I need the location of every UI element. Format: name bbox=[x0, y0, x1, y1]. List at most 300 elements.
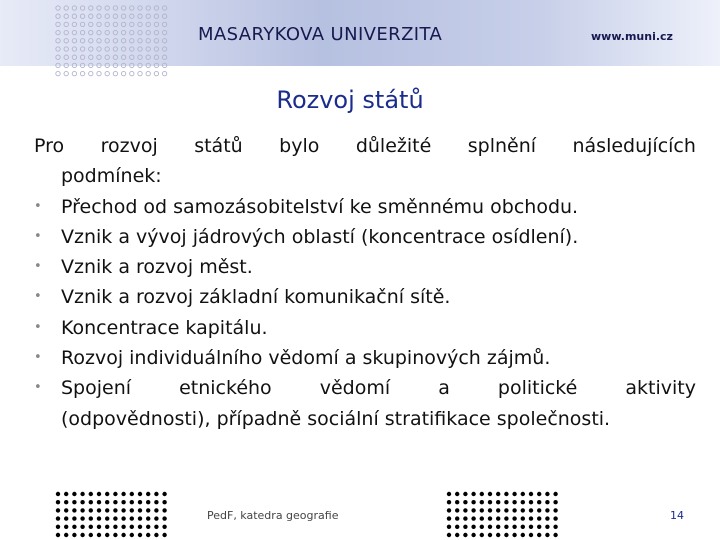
decorative-dot bbox=[72, 6, 76, 10]
decorative-dot bbox=[138, 63, 142, 67]
decorative-dot bbox=[80, 500, 84, 504]
decorative-dot bbox=[146, 508, 150, 512]
decorative-dot bbox=[529, 533, 533, 537]
decorative-dot bbox=[512, 533, 516, 537]
decorative-dot bbox=[146, 6, 150, 10]
decorative-dot bbox=[64, 71, 68, 75]
decorative-dot bbox=[56, 14, 60, 18]
decorative-dot bbox=[146, 14, 150, 18]
decorative-dot bbox=[72, 492, 76, 496]
decorative-dot bbox=[56, 71, 60, 75]
decorative-dot bbox=[89, 55, 93, 59]
decorative-dot bbox=[121, 30, 125, 34]
decorative-dot bbox=[146, 47, 150, 51]
decorative-dot bbox=[463, 525, 467, 529]
decorative-dot bbox=[496, 508, 500, 512]
decorative-dot bbox=[146, 492, 150, 496]
decorative-dot bbox=[455, 500, 459, 504]
decorative-dot bbox=[496, 516, 500, 520]
decorative-dot bbox=[113, 508, 117, 512]
decorative-dot bbox=[504, 516, 508, 520]
decorative-dot bbox=[105, 63, 109, 67]
bullet-word: a bbox=[438, 377, 450, 400]
decorative-dot bbox=[56, 492, 60, 496]
footer-department: PedF, katedra geografie bbox=[207, 509, 339, 522]
decorative-dot bbox=[496, 533, 500, 537]
decorative-dot bbox=[496, 525, 500, 529]
decorative-dot bbox=[89, 500, 93, 504]
decorative-dot bbox=[56, 30, 60, 34]
decorative-dot bbox=[113, 39, 117, 43]
decorative-dot bbox=[512, 500, 516, 504]
decorative-dot bbox=[154, 30, 158, 34]
decorative-dot bbox=[97, 39, 101, 43]
decorative-dot bbox=[521, 525, 525, 529]
decorative-dot bbox=[545, 508, 549, 512]
decorative-dot bbox=[56, 516, 60, 520]
decorative-dot bbox=[121, 55, 125, 59]
decorative-dot bbox=[56, 525, 60, 529]
decorative-dot bbox=[80, 14, 84, 18]
decorative-dot bbox=[146, 500, 150, 504]
decorative-dot bbox=[64, 6, 68, 10]
decorative-dot bbox=[113, 47, 117, 51]
decorative-dot bbox=[72, 55, 76, 59]
decorative-dot bbox=[529, 500, 533, 504]
decorative-dot bbox=[154, 63, 158, 67]
decorative-dot bbox=[162, 14, 166, 18]
decorative-dot bbox=[105, 47, 109, 51]
decorative-dot bbox=[56, 55, 60, 59]
decorative-dot bbox=[80, 533, 84, 537]
bullet-text: Rozvoj individuálního vědomí a skupinových zájmů. bbox=[61, 347, 551, 370]
decorative-dot bbox=[455, 492, 459, 496]
bullet-text: Vznik a vývoj jádrových oblastí (koncentrace osídlení). bbox=[61, 225, 579, 248]
decorative-dot bbox=[154, 22, 158, 26]
decorative-dot bbox=[105, 516, 109, 520]
footer-dot-pattern-right bbox=[445, 490, 563, 540]
decorative-dot bbox=[72, 508, 76, 512]
decorative-dot bbox=[488, 500, 492, 504]
decorative-dot bbox=[138, 516, 142, 520]
decorative-dot bbox=[130, 39, 134, 43]
decorative-dot bbox=[121, 533, 125, 537]
decorative-dot bbox=[162, 71, 166, 75]
decorative-dot bbox=[471, 500, 475, 504]
decorative-dot bbox=[113, 22, 117, 26]
bullet-item bbox=[34, 313, 696, 343]
decorative-dot bbox=[471, 516, 475, 520]
decorative-dot bbox=[97, 30, 101, 34]
decorative-dot bbox=[130, 525, 134, 529]
decorative-dot bbox=[455, 516, 459, 520]
decorative-dot bbox=[56, 6, 60, 10]
decorative-dot bbox=[64, 47, 68, 51]
decorative-dot bbox=[97, 533, 101, 537]
decorative-dot bbox=[504, 533, 508, 537]
decorative-dot bbox=[154, 508, 158, 512]
decorative-dot bbox=[471, 492, 475, 496]
decorative-dot bbox=[89, 516, 93, 520]
decorative-dot bbox=[130, 22, 134, 26]
decorative-dot bbox=[447, 533, 451, 537]
decorative-dot bbox=[480, 500, 484, 504]
decorative-dot bbox=[64, 14, 68, 18]
decorative-dot bbox=[105, 500, 109, 504]
decorative-dot bbox=[121, 47, 125, 51]
decorative-dot bbox=[496, 500, 500, 504]
decorative-dot bbox=[97, 22, 101, 26]
header-dot-pattern bbox=[54, 4, 172, 78]
decorative-dot bbox=[138, 39, 142, 43]
decorative-dot bbox=[64, 508, 68, 512]
decorative-dot bbox=[97, 500, 101, 504]
page-number: 14 bbox=[670, 509, 684, 522]
decorative-dot bbox=[537, 508, 541, 512]
decorative-dot bbox=[89, 533, 93, 537]
decorative-dot bbox=[80, 6, 84, 10]
decorative-dot bbox=[138, 6, 142, 10]
decorative-dot bbox=[545, 533, 549, 537]
decorative-dot bbox=[162, 47, 166, 51]
decorative-dot bbox=[512, 525, 516, 529]
decorative-dot bbox=[162, 55, 166, 59]
decorative-dot bbox=[463, 533, 467, 537]
decorative-dot bbox=[488, 525, 492, 529]
decorative-dot bbox=[521, 516, 525, 520]
decorative-dot bbox=[89, 492, 93, 496]
decorative-dot bbox=[105, 492, 109, 496]
decorative-dot bbox=[72, 63, 76, 67]
decorative-dot bbox=[529, 516, 533, 520]
decorative-dot bbox=[64, 63, 68, 67]
bullet-dot-icon: • bbox=[34, 259, 42, 275]
decorative-dot bbox=[121, 22, 125, 26]
decorative-dot bbox=[553, 508, 557, 512]
decorative-dot bbox=[537, 500, 541, 504]
decorative-dot bbox=[97, 63, 101, 67]
bullet-text: Vznik a rozvoj základní komunikační sítě. bbox=[61, 286, 451, 309]
bullet-item bbox=[34, 222, 696, 252]
decorative-dot bbox=[121, 492, 125, 496]
decorative-dot bbox=[463, 516, 467, 520]
decorative-dot bbox=[113, 71, 117, 75]
decorative-dot bbox=[97, 14, 101, 18]
bullet-dot-icon: • bbox=[34, 198, 42, 214]
decorative-dot bbox=[121, 525, 125, 529]
decorative-dot bbox=[113, 533, 117, 537]
decorative-dot bbox=[105, 71, 109, 75]
decorative-dot bbox=[56, 22, 60, 26]
decorative-dot bbox=[56, 508, 60, 512]
decorative-dot bbox=[154, 6, 158, 10]
intro-word: následujících bbox=[572, 135, 696, 157]
decorative-dot bbox=[130, 63, 134, 67]
decorative-dot bbox=[72, 525, 76, 529]
decorative-dot bbox=[146, 22, 150, 26]
bullet-continuation: (odpovědnosti), případně sociální stratifikace společnosti. bbox=[61, 407, 611, 430]
decorative-dot bbox=[471, 525, 475, 529]
decorative-dot bbox=[162, 63, 166, 67]
decorative-dot bbox=[105, 14, 109, 18]
decorative-dot bbox=[64, 55, 68, 59]
decorative-dot bbox=[64, 500, 68, 504]
decorative-dot bbox=[121, 508, 125, 512]
decorative-dot bbox=[72, 71, 76, 75]
decorative-dot bbox=[537, 492, 541, 496]
decorative-dot bbox=[488, 533, 492, 537]
decorative-dot bbox=[72, 30, 76, 34]
bullet-word: etnického bbox=[179, 377, 272, 400]
decorative-dot bbox=[146, 39, 150, 43]
decorative-dot bbox=[553, 533, 557, 537]
slide-content bbox=[34, 131, 696, 434]
bullet-item bbox=[34, 252, 696, 282]
decorative-dot bbox=[113, 500, 117, 504]
decorative-dot bbox=[537, 533, 541, 537]
intro-word: bylo bbox=[279, 135, 320, 157]
decorative-dot bbox=[130, 47, 134, 51]
decorative-dot bbox=[64, 30, 68, 34]
decorative-dot bbox=[162, 39, 166, 43]
decorative-dot bbox=[138, 508, 142, 512]
university-name: MASARYKOVA UNIVERZITA bbox=[198, 24, 443, 45]
decorative-dot bbox=[97, 492, 101, 496]
decorative-dot bbox=[447, 525, 451, 529]
decorative-dot bbox=[512, 508, 516, 512]
decorative-dot bbox=[138, 30, 142, 34]
intro-word: rozvoj bbox=[100, 135, 158, 157]
decorative-dot bbox=[97, 55, 101, 59]
decorative-dot bbox=[80, 63, 84, 67]
decorative-dot bbox=[113, 30, 117, 34]
decorative-dot bbox=[154, 71, 158, 75]
decorative-dot bbox=[162, 30, 166, 34]
decorative-dot bbox=[146, 525, 150, 529]
decorative-dot bbox=[105, 525, 109, 529]
decorative-dot bbox=[455, 508, 459, 512]
decorative-dot bbox=[130, 6, 134, 10]
decorative-dot bbox=[97, 6, 101, 10]
decorative-dot bbox=[138, 55, 142, 59]
decorative-dot bbox=[138, 500, 142, 504]
decorative-dot bbox=[80, 30, 84, 34]
decorative-dot bbox=[138, 492, 142, 496]
decorative-dot bbox=[80, 516, 84, 520]
decorative-dot bbox=[121, 39, 125, 43]
decorative-dot bbox=[130, 508, 134, 512]
decorative-dot bbox=[529, 525, 533, 529]
bullet-first-line bbox=[61, 373, 696, 403]
decorative-dot bbox=[521, 533, 525, 537]
bullet-item bbox=[34, 343, 696, 373]
decorative-dot bbox=[80, 525, 84, 529]
intro-word: států bbox=[194, 135, 243, 157]
decorative-dot bbox=[113, 492, 117, 496]
decorative-dot bbox=[56, 47, 60, 51]
decorative-dot bbox=[480, 533, 484, 537]
bullet-dot-icon: • bbox=[34, 289, 42, 305]
decorative-dot bbox=[537, 516, 541, 520]
decorative-dot bbox=[146, 71, 150, 75]
decorative-dot bbox=[121, 6, 125, 10]
decorative-dot bbox=[113, 516, 117, 520]
bullet-item bbox=[34, 282, 696, 312]
decorative-dot bbox=[545, 516, 549, 520]
decorative-dot bbox=[463, 492, 467, 496]
intro-paragraph bbox=[34, 131, 696, 192]
decorative-dot bbox=[162, 22, 166, 26]
decorative-dot bbox=[64, 492, 68, 496]
decorative-dot bbox=[162, 492, 166, 496]
decorative-dot bbox=[64, 39, 68, 43]
decorative-dot bbox=[130, 14, 134, 18]
bullet-text: Koncentrace kapitálu. bbox=[61, 316, 268, 339]
decorative-dot bbox=[64, 22, 68, 26]
decorative-dot bbox=[72, 47, 76, 51]
bullet-word: politické bbox=[497, 377, 578, 400]
decorative-dot bbox=[105, 39, 109, 43]
decorative-dot bbox=[154, 525, 158, 529]
bullet-item bbox=[34, 192, 696, 222]
decorative-dot bbox=[455, 533, 459, 537]
decorative-dot bbox=[105, 6, 109, 10]
decorative-dot bbox=[105, 508, 109, 512]
bullet-word: vědomí bbox=[319, 377, 391, 400]
bullet-dot-icon: • bbox=[34, 228, 42, 244]
decorative-dot bbox=[504, 508, 508, 512]
decorative-dot bbox=[154, 55, 158, 59]
decorative-dot bbox=[154, 533, 158, 537]
decorative-dot bbox=[162, 500, 166, 504]
decorative-dot bbox=[154, 500, 158, 504]
decorative-dot bbox=[545, 500, 549, 504]
decorative-dot bbox=[154, 492, 158, 496]
decorative-dot bbox=[113, 6, 117, 10]
decorative-dot bbox=[72, 39, 76, 43]
decorative-dot bbox=[162, 525, 166, 529]
decorative-dot bbox=[146, 516, 150, 520]
decorative-dot bbox=[97, 47, 101, 51]
decorative-dot bbox=[80, 71, 84, 75]
decorative-dot bbox=[162, 533, 166, 537]
decorative-dot bbox=[480, 516, 484, 520]
decorative-dot bbox=[488, 508, 492, 512]
decorative-dot bbox=[521, 500, 525, 504]
decorative-dot bbox=[80, 47, 84, 51]
decorative-dot bbox=[105, 22, 109, 26]
decorative-dot bbox=[72, 22, 76, 26]
decorative-dot bbox=[130, 30, 134, 34]
decorative-dot bbox=[72, 500, 76, 504]
bullet-dot-icon: • bbox=[34, 319, 42, 335]
decorative-dot bbox=[64, 525, 68, 529]
decorative-dot bbox=[130, 71, 134, 75]
decorative-dot bbox=[97, 508, 101, 512]
decorative-dot bbox=[130, 55, 134, 59]
decorative-dot bbox=[113, 55, 117, 59]
decorative-dot bbox=[138, 525, 142, 529]
decorative-dot bbox=[89, 6, 93, 10]
decorative-dot bbox=[504, 500, 508, 504]
decorative-dot bbox=[146, 533, 150, 537]
decorative-dot bbox=[463, 500, 467, 504]
intro-word: Pro bbox=[34, 135, 65, 157]
decorative-dot bbox=[89, 508, 93, 512]
decorative-dot bbox=[480, 525, 484, 529]
decorative-dot bbox=[80, 508, 84, 512]
bullet-dot-icon: • bbox=[34, 350, 42, 366]
decorative-dot bbox=[553, 525, 557, 529]
decorative-dot bbox=[504, 525, 508, 529]
decorative-dot bbox=[80, 22, 84, 26]
decorative-dot bbox=[64, 533, 68, 537]
decorative-dot bbox=[488, 516, 492, 520]
decorative-dot bbox=[488, 492, 492, 496]
decorative-dot bbox=[162, 516, 166, 520]
decorative-dot bbox=[154, 14, 158, 18]
header-band bbox=[0, 0, 720, 66]
decorative-dot bbox=[138, 22, 142, 26]
decorative-dot bbox=[97, 525, 101, 529]
decorative-dot bbox=[447, 508, 451, 512]
decorative-dot bbox=[89, 30, 93, 34]
decorative-dot bbox=[97, 516, 101, 520]
intro-word: splnění bbox=[467, 135, 537, 157]
decorative-dot bbox=[89, 39, 93, 43]
decorative-dot bbox=[105, 30, 109, 34]
decorative-dot bbox=[162, 6, 166, 10]
decorative-dot bbox=[154, 39, 158, 43]
decorative-dot bbox=[56, 533, 60, 537]
decorative-dot bbox=[89, 525, 93, 529]
decorative-dot bbox=[130, 516, 134, 520]
bullet-text: Vznik a rozvoj měst. bbox=[61, 256, 253, 279]
decorative-dot bbox=[146, 63, 150, 67]
decorative-dot bbox=[72, 14, 76, 18]
decorative-dot bbox=[89, 63, 93, 67]
decorative-dot bbox=[162, 508, 166, 512]
bullet-list bbox=[34, 192, 696, 434]
decorative-dot bbox=[480, 492, 484, 496]
decorative-dot bbox=[537, 525, 541, 529]
decorative-dot bbox=[121, 516, 125, 520]
decorative-dot bbox=[455, 525, 459, 529]
decorative-dot bbox=[138, 14, 142, 18]
bullet-dot-icon: • bbox=[34, 380, 42, 396]
decorative-dot bbox=[56, 63, 60, 67]
decorative-dot bbox=[80, 55, 84, 59]
website-url: www.muni.cz bbox=[591, 30, 673, 43]
intro-first-line bbox=[34, 131, 696, 161]
decorative-dot bbox=[121, 14, 125, 18]
decorative-dot bbox=[545, 525, 549, 529]
decorative-dot bbox=[154, 47, 158, 51]
decorative-dot bbox=[105, 55, 109, 59]
decorative-dot bbox=[72, 533, 76, 537]
bullet-word: aktivity bbox=[625, 377, 696, 400]
decorative-dot bbox=[480, 508, 484, 512]
decorative-dot bbox=[56, 500, 60, 504]
decorative-dot bbox=[154, 516, 158, 520]
bullet-item bbox=[34, 373, 696, 434]
decorative-dot bbox=[72, 516, 76, 520]
decorative-dot bbox=[89, 71, 93, 75]
decorative-dot bbox=[130, 533, 134, 537]
decorative-dot bbox=[553, 492, 557, 496]
decorative-dot bbox=[138, 533, 142, 537]
decorative-dot bbox=[496, 492, 500, 496]
